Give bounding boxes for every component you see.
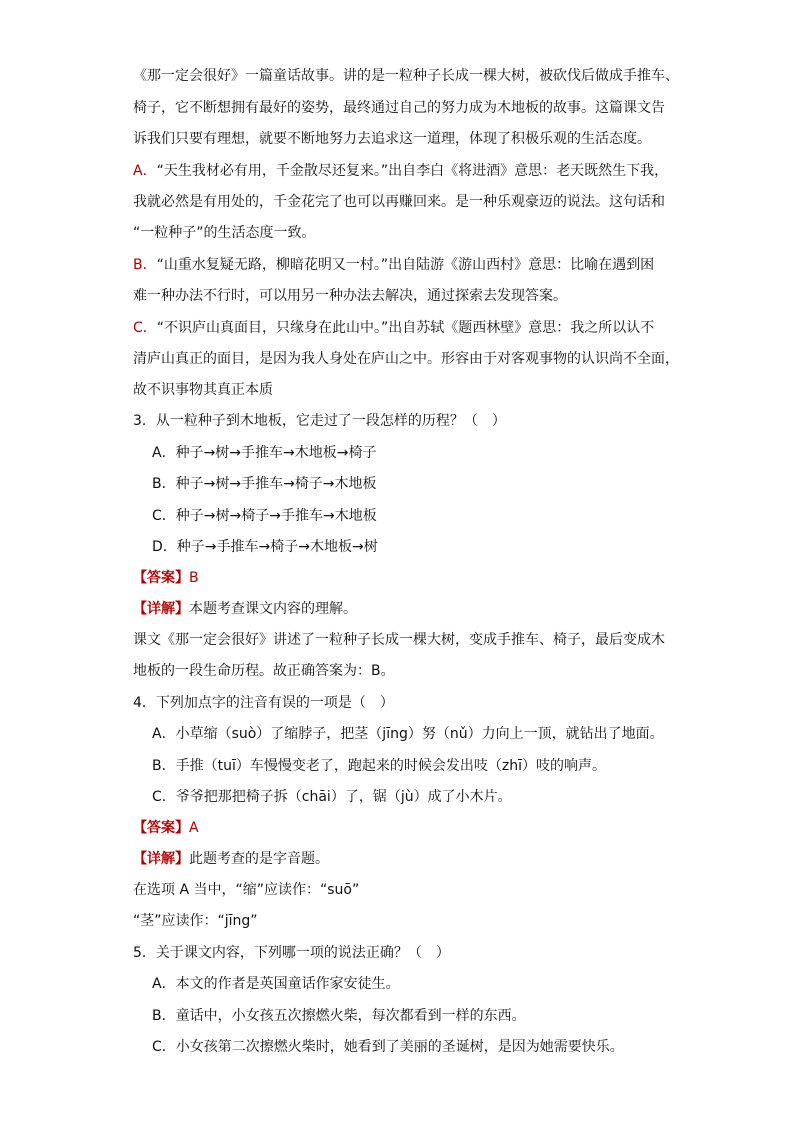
q4-explanation-2: “茎”应读作：“jīng” — [133, 913, 258, 929]
q4-detail — [133, 849, 329, 869]
q5-option-b: B．童话中，小女孩五次擦燃火柴，每次都看到一样的东西。 — [152, 1008, 526, 1024]
q4-option-c: C．爷爷把那把椅子拆（chāi）了，锯（jù）成了小木片。 — [152, 789, 512, 805]
note-b-line-1 — [133, 255, 654, 275]
q5-option-a: A．本文的作者是英国童话作家安徒生。 — [152, 976, 400, 992]
q3-stem: 3．从一粒种子到木地板，它走过了一段怎样的历程？（ ） — [133, 413, 506, 429]
detail-text: 此题考查的是字音题。 — [189, 851, 329, 867]
note-b-line-2: 难一种办法不行时，可以用另一种办法去解决，通过探索去发现答案。 — [133, 288, 567, 304]
q3-option-d: D．种子→手推车→椅子→木地板→树 — [152, 539, 378, 555]
note-c-text: “不识庐山真面目，只缘身在此山中。”出自苏轼《题西林壁》意思：我之所以认不 — [156, 320, 655, 336]
note-a-label: A． — [133, 163, 157, 179]
note-c-line-2: 清庐山真正的面目，是因为我人身处在庐山之中。形容由于对客观事物的认识尚不全面， — [133, 351, 679, 367]
q5-stem: 5．关于课文内容，下列哪一项的说法正确？（ ） — [133, 945, 450, 961]
note-c-label: C． — [133, 320, 157, 336]
note-c-line-1 — [133, 318, 654, 338]
answer-value: A — [189, 820, 199, 836]
q3-option-a: A．种子→树→手推车→木地板→椅子 — [152, 445, 377, 461]
note-b-label: B． — [133, 257, 157, 273]
q4-option-b: B．手推（tuī）车慢慢变老了，跑起来的时候会发出吱（zhī）吱的响声。 — [152, 758, 606, 774]
q4-answer — [133, 818, 199, 838]
detail-tag: 【详解】 — [133, 851, 189, 867]
q5-option-c: C．小女孩第二次擦燃火柴时，她看到了美丽的圣诞树，是因为她需要快乐。 — [152, 1039, 624, 1055]
note-c-line-3: 故不识事物其真正本质 — [133, 382, 273, 398]
note-a-line-2: 我就必然是有用处的，千金花完了也可以再赚回来。是一种乐观豪迈的说法。这句话和 — [133, 194, 665, 210]
q3-answer — [133, 568, 199, 588]
q4-explanation-1: 在选项 A 当中，“缩”应读作：“suō” — [133, 882, 360, 898]
detail-tag: 【详解】 — [133, 601, 189, 617]
q3-explanation-1: 课文《那一定会很好》讲述了一粒种子长成一棵大树，变成手推车、椅子，最后变成木 — [133, 632, 665, 648]
intro-line-2: 椅子，它不断想拥有最好的姿势，最终通过自己的努力成为木地板的故事。这篇课文告 — [133, 100, 665, 116]
q4-option-a: A．小草缩（suò）了缩脖子，把茎（jīng）努（nǔ）力向上一顶，就钻出了地面。 — [152, 726, 664, 742]
note-a-line-1 — [133, 161, 668, 181]
answer-tag: 【答案】 — [133, 570, 189, 586]
q3-option-c: C．种子→树→椅子→手推车→木地板 — [152, 508, 377, 524]
q4-stem: 4．下列加点字的注音有误的一项是（ ） — [133, 695, 394, 711]
note-a-text: “天生我材必有用，千金散尽还复来。”出自李白《将进酒》意思：老天既然生下我， — [156, 163, 669, 179]
q3-detail — [133, 599, 357, 619]
q3-explanation-2: 地板的一段生命历程。故正确答案为：B。 — [133, 663, 395, 679]
answer-tag: 【答案】 — [133, 820, 189, 836]
detail-text: 本题考查课文内容的理解。 — [189, 601, 357, 617]
answer-value: B — [189, 570, 199, 586]
intro-line-1: 《那一定会很好》一篇童话故事。讲的是一粒种子长成一棵大树，被砍伐后做成手推车、 — [133, 68, 679, 84]
note-a-line-3: “一粒种子”的生活态度一致。 — [133, 225, 316, 241]
q3-option-b: B．种子→树→手推车→椅子→木地板 — [152, 476, 377, 492]
intro-line-3: 诉我们只要有理想，就要不断地努力去追求这一道理，体现了积极乐观的生活态度。 — [133, 131, 651, 147]
note-b-text: “山重水复疑无路，柳暗花明又一村。”出自陆游《游山西村》意思：比喻在遇到困 — [156, 257, 655, 273]
